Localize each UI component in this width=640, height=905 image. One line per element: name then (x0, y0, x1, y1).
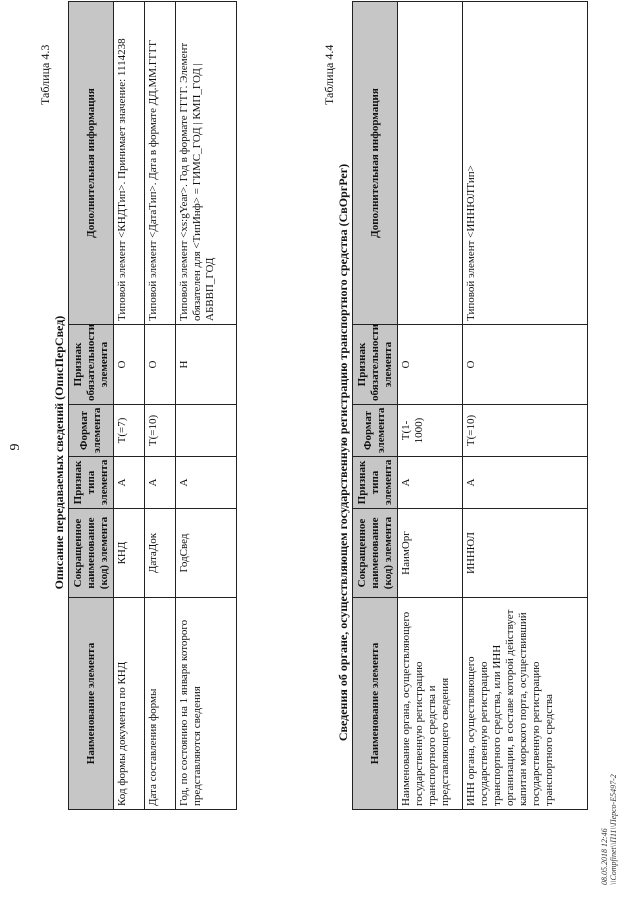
header-format: Формат элемента (353, 405, 398, 457)
cell-name: Наименование органа, осуществляющего государственную регистрацию транспортного средства и представляющего сведения (398, 598, 463, 810)
table-row (145, 2, 176, 810)
header-info: Дополнительная информация (353, 2, 398, 325)
header-info: Дополнительная информация (69, 2, 114, 325)
cell-code: КНД (114, 509, 145, 598)
cell-type: А (145, 457, 176, 509)
cell-info: Типовой элемент <ИННЮЛТип> (463, 2, 588, 325)
cell-format (176, 405, 237, 457)
header-type: Признак типа элемента (69, 457, 114, 509)
cell-format: Т(=7) (114, 405, 145, 457)
header-format: Формат элемента (69, 405, 114, 457)
cell-name: ИНН органа, осуществляющего государственную регистрацию транспортного средства, или ИНН организации, в составе которой действует капитан морского порта, осуществивший государственную регистрацию транспортного средства (463, 598, 588, 810)
cell-format: Т(=10) (145, 405, 176, 457)
cell-info: Типовой элемент <ДатаТип>. Дата в формате ДД.ММ.ГГГГ (145, 2, 176, 325)
table-title: Сведения об органе, осуществляющем государственную регистрацию транспортного средства (СвОргРег) (336, 163, 350, 742)
print-stamp (600, 774, 618, 885)
page-number: 9 (8, 443, 23, 451)
header-code: Сокращенное наименование (код) элемента (69, 509, 114, 598)
table-header-row (353, 2, 398, 810)
cell-info: Типовой элемент <КНДТип>. Принимает значение: 1114238 (114, 2, 145, 325)
header-type: Признак типа элемента (353, 457, 398, 509)
table-header-row (69, 2, 114, 810)
cell-required: Н (176, 325, 237, 405)
stamp-path: \\Compfinet\\П11\\Персо-Е5497-2 (609, 774, 618, 885)
cell-name: Код формы документа по КНД (114, 598, 145, 810)
header-name: Наименование элемента (353, 598, 398, 810)
table-row (463, 2, 588, 810)
table-registration-authority (352, 1, 588, 810)
cell-required: О (145, 325, 176, 405)
cell-format: Т(1-1000) (398, 405, 463, 457)
cell-code: ИННЮЛ (463, 509, 588, 598)
table-title: Описание передаваемых сведений (ОписПерСвед) (52, 315, 66, 590)
cell-info: Типовой элемент <xs:gYear>. Год в формате ГГГГ. Элемент обязателен для <ТипИнф> = ГИМС_ГОД | КМП_ГОД | АБВВП_ГОД (176, 2, 237, 325)
header-required: Признак обязательности элемента (69, 325, 114, 405)
header-required: Признак обязательности элемента (353, 325, 398, 405)
stamp-date: 08.05.2018 12:46 (600, 828, 609, 885)
cell-name: Год, по состоянию на 1 января которого представляются сведения (176, 598, 237, 810)
table-label: Таблица 4.4 (322, 44, 336, 105)
header-name: Наименование элемента (69, 598, 114, 810)
table-label: Таблица 4.3 (38, 44, 52, 105)
table-row (398, 2, 463, 810)
table-transfer-info (68, 1, 237, 810)
cell-type: А (114, 457, 145, 509)
cell-type: А (176, 457, 237, 509)
cell-code: НаимОрг (398, 509, 463, 598)
header-code: Сокращенное наименование (код) элемента (353, 509, 398, 598)
cell-required: О (398, 325, 463, 405)
cell-required: О (463, 325, 588, 405)
table-row (176, 2, 237, 810)
cell-code: ДатаДок (145, 509, 176, 598)
cell-type: А (398, 457, 463, 509)
cell-format: Т(=10) (463, 405, 588, 457)
cell-required: О (114, 325, 145, 405)
cell-type: А (463, 457, 588, 509)
table-row (114, 2, 145, 810)
cell-code: ГодСвед (176, 509, 237, 598)
cell-name: Дата составления формы (145, 598, 176, 810)
cell-info (398, 2, 463, 325)
